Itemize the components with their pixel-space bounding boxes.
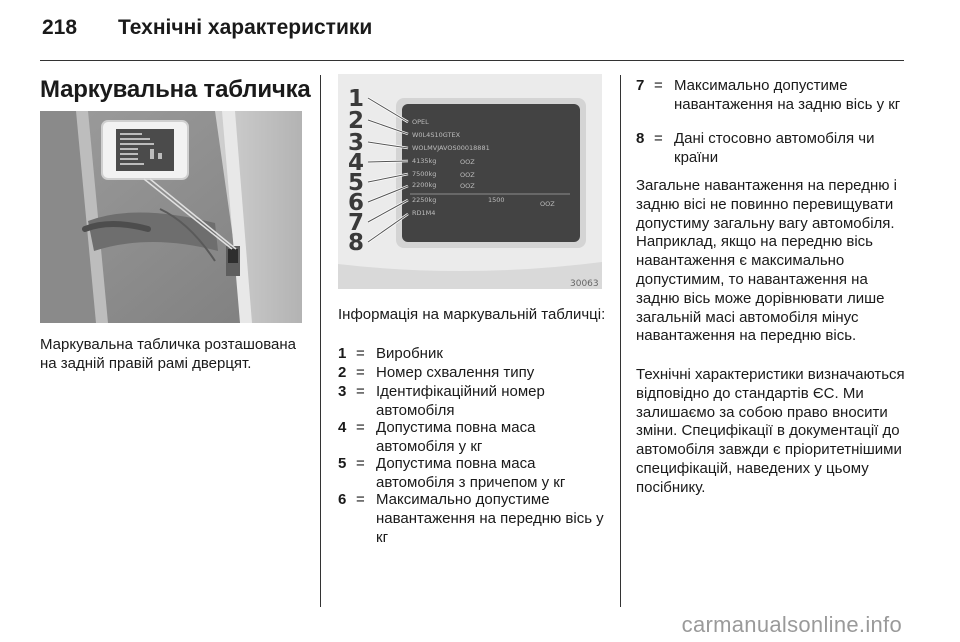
item-number: 6 <box>338 491 347 508</box>
section-title: Маркувальна табличка <box>40 76 311 103</box>
item-number: 7 <box>636 77 645 94</box>
item-number: 4 <box>338 419 347 436</box>
callout-8: 8 <box>348 230 365 256</box>
item-text: Виробник <box>376 345 443 362</box>
item-equals: = <box>356 491 365 508</box>
item-equals: = <box>356 455 365 472</box>
specifications-paragraph: Технічні характеристики визначаються відповідно до стандартів ЄС. Ми залишаємо за собою право вносити зміни. Специфікації в документації до автомобіля завжди є пріоритетнішими специфікацій, наведених у цьому посібнику. <box>636 366 905 496</box>
callout-2: 2 <box>348 108 365 134</box>
page-number: 218 <box>42 16 78 39</box>
plate-location-caption: Маркувальна табличка розташована на задній правій рамі дверцят. <box>40 336 296 372</box>
item-text: Номер схвалення типу <box>376 364 535 381</box>
item-text: Ідентифікаційний номер автомобіля <box>376 383 545 419</box>
item-text: Максимально допустиме навантаження на задню вісь у кг <box>674 77 901 113</box>
chapter-title: Технічні характеристики <box>118 16 373 39</box>
door-frame-illustration <box>40 111 302 323</box>
item-text: Максимально допустиме навантаження на передню вісь у кг <box>376 491 604 546</box>
footer-watermark: carmanualsonline.info <box>681 612 902 637</box>
plate-closeup-photo <box>338 74 602 289</box>
item-text: Допустима повна маса автомобіля з причепом у кг <box>376 455 566 491</box>
plate-right-1: OOZ <box>460 158 475 166</box>
plate-line-5: 7500kg <box>412 170 437 178</box>
plate-closeup-illustration <box>338 74 602 289</box>
column-divider-right <box>620 75 621 607</box>
plate-line-3: WOLMVJAVOS00018881 <box>412 144 490 152</box>
plate-line-2: W0L4S10GTEX <box>412 131 461 139</box>
plate-line-4: 4135kg <box>412 157 437 165</box>
item-number: 5 <box>338 455 347 472</box>
plate-line-8: RD1M4 <box>412 209 436 217</box>
door-frame-photo <box>40 111 302 323</box>
item-number: 3 <box>338 383 347 400</box>
item-number: 2 <box>338 364 347 381</box>
plate-right-4: 1500 <box>488 196 505 204</box>
item-equals: = <box>356 383 365 400</box>
callout-7: 7 <box>348 210 365 236</box>
figure-code: 30063 <box>570 279 599 289</box>
header-rule <box>40 60 904 61</box>
item-number: 1 <box>338 345 347 362</box>
callout-3: 3 <box>348 130 365 156</box>
plate-info-intro: Інформація на маркувальній табличці: <box>338 306 606 323</box>
plate-right-3: OOZ <box>460 182 475 190</box>
item-equals: = <box>654 130 663 147</box>
item-equals: = <box>654 77 663 94</box>
callout-5: 5 <box>348 170 365 196</box>
plate-line-6: 2200kg <box>412 181 437 189</box>
plate-line-1: OPEL <box>412 118 429 126</box>
plate-line-7: 2250kg <box>412 196 437 204</box>
callout-1: 1 <box>348 86 365 112</box>
item-number: 8 <box>636 130 645 147</box>
item-text: Дані стосовно автомобіля чи країни <box>674 130 875 166</box>
item-equals: = <box>356 364 365 381</box>
item-text: Допустима повна маса автомобіля у кг <box>376 419 536 455</box>
callout-4: 4 <box>348 150 365 176</box>
callout-6: 6 <box>348 190 365 216</box>
plate-right-2: OOZ <box>460 171 475 179</box>
axle-load-paragraph: Загальне навантаження на передню і задню вісі не повинно перевищувати допустиму загальну вагу автомобіля. Наприклад, якщо на передню вісь навантаження є максимально допустимим, то навантаження на задню вісь може дорівнювати лише загальній масі автомобіля мінус навантаження на передню вісь. <box>636 177 897 345</box>
column-divider-left <box>320 75 321 607</box>
item-equals: = <box>356 419 365 436</box>
plate-right-5: OOZ <box>540 200 555 208</box>
item-equals: = <box>356 345 365 362</box>
